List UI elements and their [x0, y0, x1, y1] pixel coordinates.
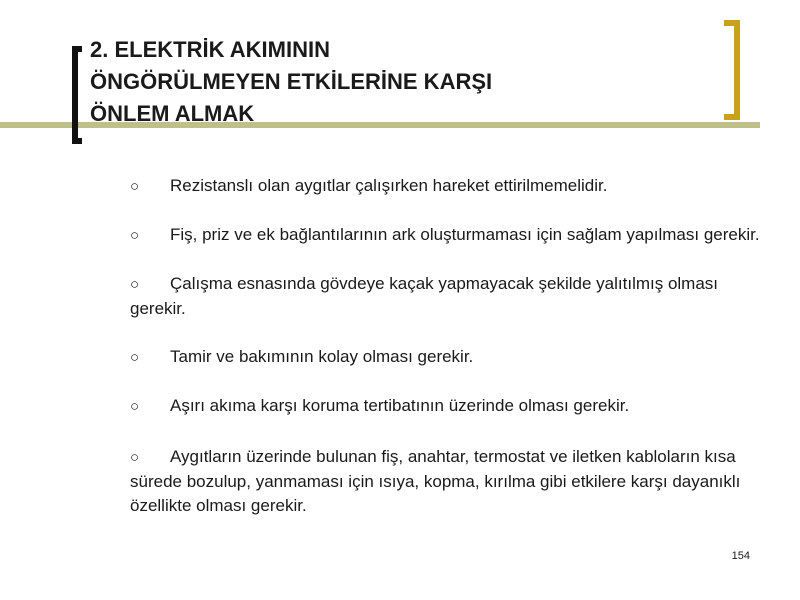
missing-glyph-icon — [130, 423, 770, 445]
list-item — [130, 174, 770, 199]
circle-bullet-icon: ○ — [130, 449, 140, 466]
title-line-2: ÖNGÖRÜLMEYEN ETKİLERİNE KARŞI — [90, 69, 493, 94]
bullet-list — [130, 174, 770, 542]
title-line-1: 2. ELEKTRİK AKIMININ — [90, 37, 330, 62]
circle-bullet-icon: ○ — [130, 178, 140, 195]
list-item-text: Aşırı akıma karşı koruma tertibatının üzerinde olması gerekir. — [170, 396, 630, 415]
list-item — [130, 223, 770, 248]
left-bracket-decoration — [72, 46, 82, 144]
list-item — [130, 272, 770, 321]
circle-bullet-icon: ○ — [130, 227, 140, 244]
circle-bullet-icon: ○ — [130, 276, 140, 293]
slide-title — [90, 34, 650, 130]
list-item — [130, 445, 770, 518]
title-line-3: ÖNLEM ALMAK — [90, 101, 255, 126]
list-item-text: Fiş, priz ve ek bağlantılarının ark oluşturmaması için sağlam yapılması gerekir. — [170, 225, 760, 244]
page-number: 154 — [731, 550, 750, 562]
list-item-text: Tamir ve bakımının kolay olması gerekir. — [170, 347, 474, 366]
list-item — [130, 394, 770, 419]
circle-bullet-icon: ○ — [130, 349, 140, 366]
right-bracket-decoration — [724, 20, 740, 120]
list-item-text: Çalışma esnasında gövdeye kaçak yapmayacak şekilde yalıtılmış olması gerekir. — [130, 274, 719, 318]
list-item-text: Rezistanslı olan aygıtlar çalışırken hareket ettirilmemelidir. — [170, 176, 608, 195]
list-item — [130, 345, 770, 370]
circle-bullet-icon: ○ — [130, 398, 140, 415]
list-item-text: Aygıtların üzerinde bulunan fiş, anahtar, termostat ve iletken kabloların kısa sürede bozulup, yanmaması için ısıya, kopma, kırılma gibi etkilere karşı dayanıklı özellikte olması gerekir. — [130, 447, 741, 515]
